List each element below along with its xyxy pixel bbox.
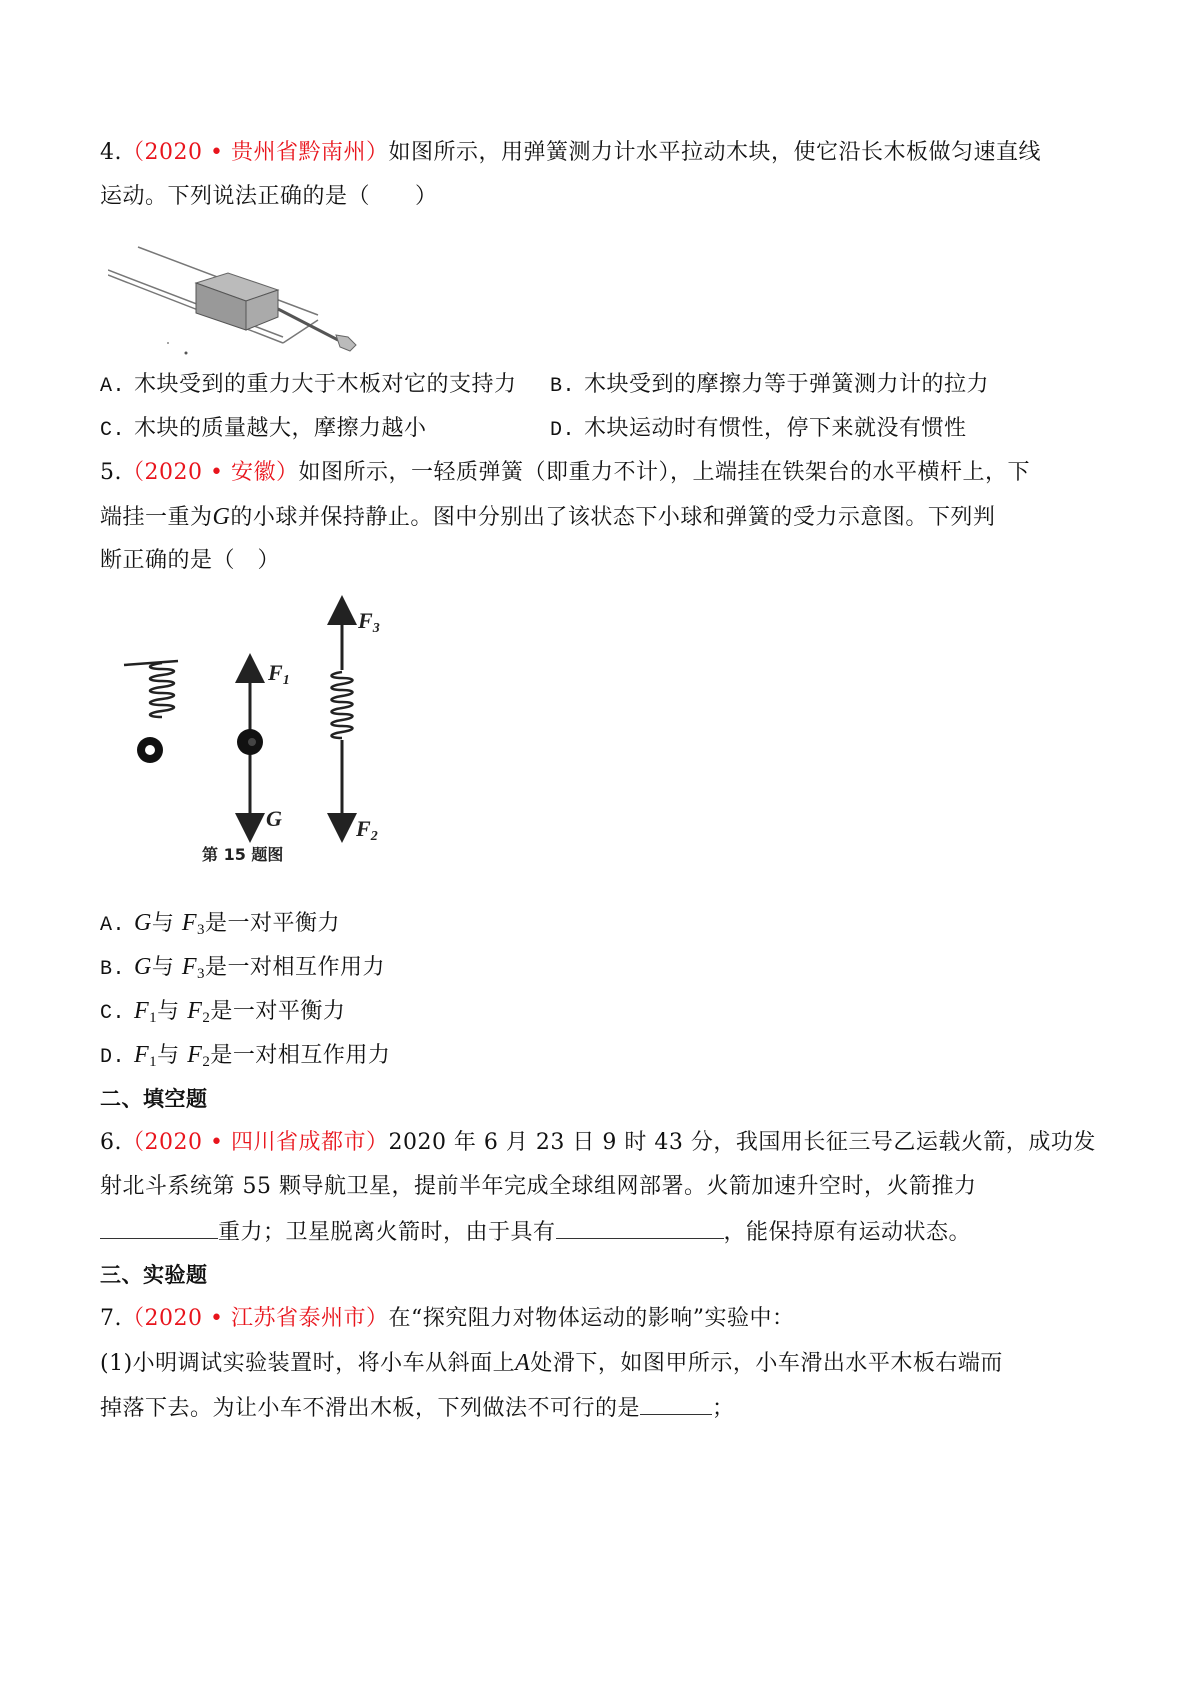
q4-stem-line2 bbox=[100, 182, 438, 212]
force-diagram bbox=[120, 590, 420, 880]
wood-block bbox=[196, 273, 278, 330]
q5-stem-text1: 如图所示，一轻质弹簧（即重力不计），上端挂在铁架台的水平横杆上，下 bbox=[298, 460, 1030, 485]
q6-stem-line2 bbox=[100, 1172, 976, 1202]
q6-stem-line3: 重力；卫星脱离火箭时，由于具有 ，能保持原有运动状态。 bbox=[100, 1216, 971, 1248]
q5-stem-line2 bbox=[100, 502, 995, 533]
spring-coil bbox=[332, 672, 353, 738]
q7-blank-1[interactable] bbox=[640, 1392, 712, 1415]
q7-part1-line1: (1)小明调试实验装置时，将小车从斜面上A处滑下，如图甲所示，小车滑出水平木板右端而 bbox=[100, 1350, 1003, 1376]
q5-option-c: C. $F_1$与 $F_2$是一对平衡力 bbox=[100, 998, 346, 1026]
label-f3: F3 bbox=[358, 608, 380, 636]
q4-stem-text2: 运动。下列说法正确的是（ ） bbox=[100, 184, 438, 209]
q6-stem-text2: 射北斗系统第 55 颗导航卫星，提前半年完成全球组网部署。火箭加速升空时，火箭推力 bbox=[100, 1174, 977, 1199]
label-f2: F2 bbox=[356, 816, 378, 844]
q5-figure-spring-ball-forces bbox=[120, 590, 420, 880]
q4-option-c: C. 木块的质量越大，摩擦力越小 bbox=[100, 416, 427, 442]
q4-options-row2 bbox=[100, 414, 427, 446]
spring-scale bbox=[278, 309, 338, 340]
q5-source: （2020 • 安徽） bbox=[122, 460, 299, 485]
q5-stem-text2a: 端挂一重为 bbox=[100, 505, 213, 530]
q6-source: （2020 • 四川省成都市） bbox=[122, 1130, 389, 1155]
q5-number: 5. bbox=[100, 460, 122, 485]
q7-number: 7. bbox=[100, 1306, 122, 1331]
q4-number: 4. bbox=[100, 140, 122, 165]
q7-stem-text1: 在“探究阻力对物体运动的影响”实验中： bbox=[388, 1306, 795, 1331]
q7-source: （2020 • 江苏省泰州市） bbox=[122, 1306, 389, 1331]
q6-stem-text1: 2020 年 6 月 23 日 9 时 43 分，我国用长征三号乙运载火箭，成功发 bbox=[388, 1130, 1096, 1155]
q4-options-row2-right bbox=[550, 414, 967, 446]
board-end bbox=[283, 320, 318, 343]
q5-option-b: B. G与 $F_3$是一对相互作用力 bbox=[100, 954, 386, 982]
q4-options-row1 bbox=[100, 370, 517, 402]
q4-figure-block-on-board bbox=[108, 235, 358, 355]
q5-stem-line1 bbox=[100, 458, 1030, 488]
spring-free-body bbox=[332, 608, 380, 844]
q7-part1-line2: 掉落下去。为让小车不滑出木板，下列做法不可行的是 ； bbox=[100, 1392, 735, 1424]
q4-option-d: D. 木块运动时有惯性，停下来就没有惯性 bbox=[550, 416, 967, 442]
block-spring-scale-illustration bbox=[108, 235, 358, 355]
q4-source: （2020 • 贵州省黔南州） bbox=[122, 140, 389, 165]
hanging-spring-with-ball bbox=[124, 661, 178, 763]
q4-stem-text1: 如图所示，用弹簧测力计水平拉动木块，使它沿长木板做匀速直线 bbox=[388, 140, 1041, 165]
hand-icon bbox=[336, 335, 356, 351]
q4-option-b: B. 木块受到的摩擦力等于弹簧测力计的拉力 bbox=[550, 372, 990, 398]
q5-stem-text2b: 的小球并保持静止。图中分别出了该状态下小球和弹簧的受力示意图。下列判 bbox=[230, 505, 996, 530]
label-f1: F1 bbox=[268, 660, 290, 688]
q5-option-d: D. $F_1$与 $F_2$是一对相互作用力 bbox=[100, 1042, 391, 1070]
figure-caption: 第 15 题图 bbox=[202, 845, 284, 864]
q5-variable-g: G bbox=[212, 504, 231, 530]
q5-stem-text3: 断正确的是（ ） bbox=[100, 548, 281, 573]
q4-options-row1-right bbox=[550, 370, 989, 402]
section-heading-experiment: 三、实验题 bbox=[100, 1263, 208, 1287]
q6-blank-1[interactable] bbox=[100, 1216, 218, 1239]
q5-stem-line3 bbox=[100, 546, 280, 576]
q6-stem-line1 bbox=[100, 1128, 1096, 1158]
q7-stem-line1 bbox=[100, 1304, 794, 1334]
q6-blank-2[interactable] bbox=[556, 1216, 724, 1239]
q7-variable-a: A bbox=[515, 1350, 531, 1376]
q4-stem-line1 bbox=[100, 138, 1041, 168]
section-heading-fill-in: 二、填空题 bbox=[100, 1087, 208, 1111]
q4-option-a: A. 木块受到的重力大于木板对它的支持力 bbox=[100, 372, 517, 398]
q6-number: 6. bbox=[100, 1130, 122, 1155]
q5-option-a: A. G与 $F_3$是一对平衡力 bbox=[100, 910, 341, 938]
ball-free-body bbox=[237, 660, 290, 831]
label-g: G bbox=[266, 806, 282, 831]
